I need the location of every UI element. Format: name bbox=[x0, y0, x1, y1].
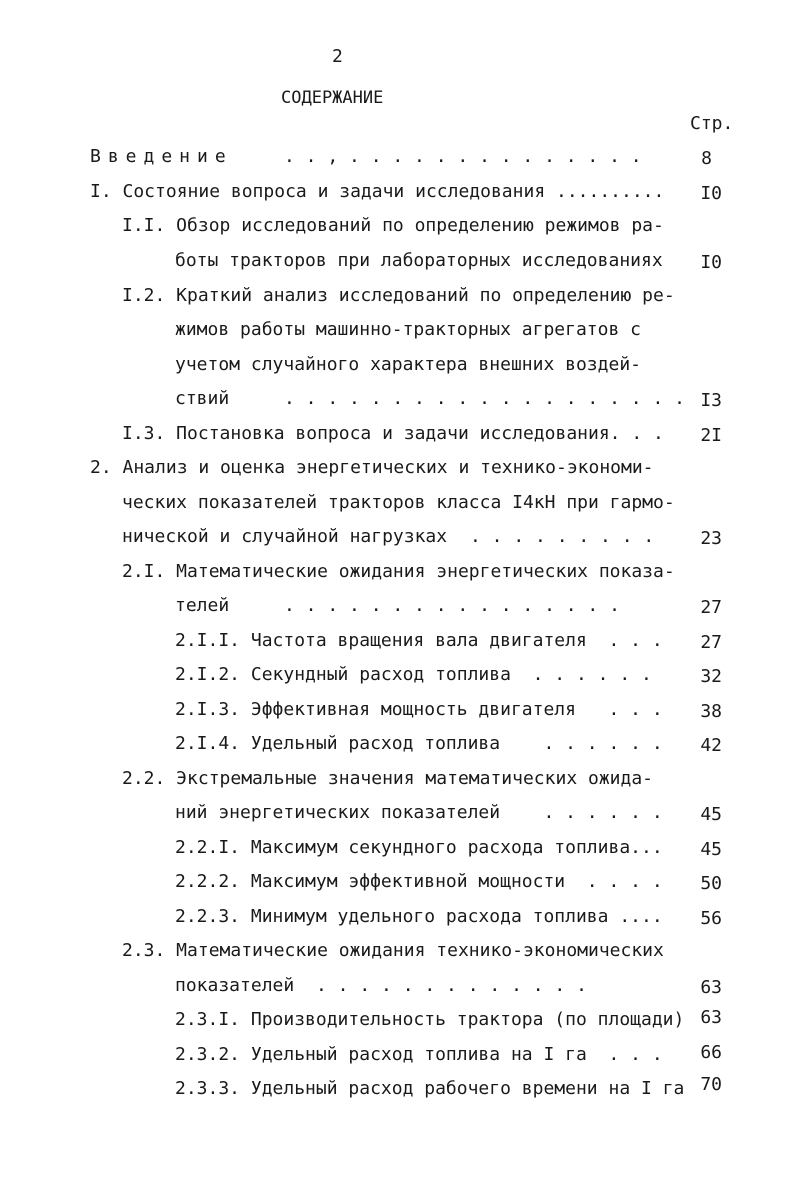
toc-entry-dots: . . . . . . . . . . . . . bbox=[316, 975, 587, 996]
toc-entry-text: 2.3. Математические ожидания технико-экономических bbox=[122, 940, 664, 961]
toc-entry-text: I.I. Обзор исследований по определению режимов ра- bbox=[122, 215, 664, 236]
toc-entry-text: ческих показателей тракторов класса I4кН при гармо- bbox=[122, 492, 675, 513]
toc-entry-page: I0 bbox=[700, 183, 722, 204]
toc-entry-page: 50 bbox=[700, 873, 722, 894]
toc-entry-page: 42 bbox=[700, 735, 722, 756]
toc-entry-text: боты тракторов при лабораторных исследованиях bbox=[175, 250, 663, 271]
toc-entry-page: 63 bbox=[700, 1007, 722, 1028]
toc-entry-text: 2.2.I. Максимум секундного расхода топлива... bbox=[175, 837, 663, 858]
toc-entry-text: I.3. Постановка вопроса и задачи исследования. . . bbox=[122, 423, 664, 444]
toc-entry-page: 8 bbox=[701, 148, 712, 169]
toc-entry-text: ствий bbox=[175, 388, 230, 409]
toc-entry-page: 38 bbox=[700, 701, 722, 722]
page-title: СОДЕРЖАНИЕ bbox=[281, 88, 384, 108]
toc-entry-text: учетом случайного характера внешних воздей- bbox=[175, 354, 641, 375]
toc-entry-page: 32 bbox=[700, 666, 722, 687]
toc-entry-dots: . . . . . . . . . . . . . . . . . . . bbox=[284, 388, 685, 409]
page-number: 2 bbox=[332, 46, 343, 67]
toc-entry-text: 2.I. Математические ожидания энергетических показа- bbox=[122, 561, 675, 582]
toc-entry-page: 27 bbox=[700, 597, 722, 618]
toc-entry-text: 2.3.3. Удельный расход рабочего времени на I га bbox=[175, 1078, 685, 1099]
toc-entry-text: 2.2.3. Минимум удельного расхода топлива .... bbox=[175, 906, 663, 927]
toc-entry-text: 2.I.4. Удельный расход топлива . . . . . . bbox=[175, 733, 663, 754]
toc-entry-text: 2.3.2. Удельный расход топлива на I га . . . bbox=[175, 1044, 663, 1065]
toc-entry-text: показателей bbox=[175, 975, 295, 996]
toc-entry-dots: . . . . . . . . . . . . . . . . bbox=[284, 595, 620, 616]
toc-entry-page: 56 bbox=[700, 908, 722, 929]
toc-entry-page: 27 bbox=[700, 632, 722, 653]
toc-entry-text: 2.3.I. Производительность трактора (по площади) bbox=[175, 1009, 685, 1030]
toc-entry-text: жимов работы машинно-тракторных агрегатов с bbox=[175, 319, 641, 340]
toc-entry-text: 2.I.I. Частота вращения вала двигателя . . . bbox=[175, 630, 663, 651]
toc-entry-text: I.2. Краткий анализ исследований по определению ре- bbox=[122, 285, 675, 306]
toc-entry-text: ний энергетических показателей . . . . . . bbox=[175, 802, 663, 823]
toc-entry-text: Введение bbox=[90, 146, 233, 167]
toc-entry-text: 2.2.2. Максимум эффективной мощности . . . . bbox=[175, 871, 663, 892]
toc-entry-page: 23 bbox=[700, 528, 722, 549]
toc-entry-page: I0 bbox=[700, 252, 722, 273]
toc-entry-text: I. Состояние вопроса и задачи исследования .......... bbox=[90, 181, 665, 202]
page-column-label: Стр. bbox=[690, 113, 734, 134]
toc-entry-dots: . . , . . . . . . . . . . . . . . bbox=[284, 146, 642, 167]
toc-entry-text: 2.2. Экстремальные значения математических ожида- bbox=[122, 768, 654, 789]
toc-entry-page: I3 bbox=[700, 390, 722, 411]
toc-entry-text: 2.I.2. Секундный расход топлива . . . . . . bbox=[175, 664, 652, 685]
toc-entry-text: телей bbox=[175, 595, 230, 616]
toc-entry-page: 45 bbox=[700, 804, 722, 825]
toc-entry-page: 2I bbox=[700, 425, 722, 446]
toc-entry-page: 63 bbox=[700, 977, 722, 998]
toc-entry-text: нической и случайной нагрузках bbox=[122, 526, 448, 547]
toc-entry-page: 70 bbox=[700, 1074, 722, 1095]
toc-entry-text: 2.I.3. Эффективная мощность двигателя . . . bbox=[175, 699, 663, 720]
toc-entry-dots: . . . . . . . . . bbox=[470, 526, 655, 547]
toc-entry-text: 2. Анализ и оценка энергетических и технико-экономи- bbox=[90, 457, 654, 478]
toc-entry-page: 45 bbox=[700, 839, 722, 860]
toc-entry-page: 66 bbox=[700, 1042, 722, 1063]
